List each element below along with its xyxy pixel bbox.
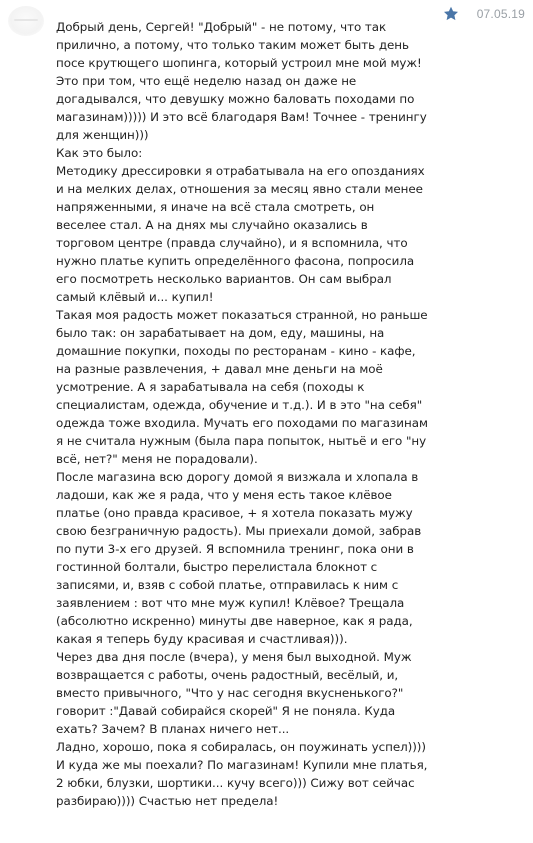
review-text <box>56 18 428 810</box>
star-icon[interactable] <box>443 6 459 22</box>
review-paragraph: Через два дня после (вчера), у меня был выходной. Муж возвращается с работы, очень радостный, весёлый, и, вместо привычного, "Что у нас сегодня вкусненького?" говорит :"Давай собирайся скорей" Я не поняла. Куда ехать? Зачем? В планах ничего нет... <box>56 650 412 736</box>
review-date: 07.05.19 <box>476 7 525 21</box>
review-paragraph: Добрый день, Сергей! "Добрый" - не потому, что так прилично, а потому, что только таким может быть день посе крутющего шопинга, который устроил мне мой муж! Это при том, что ещё неделю назад он даже не догадывался, что девушку можно баловать походами по магазинам))))) И это всё благодаря Вам! Точнее - тренингу для женщин))) <box>56 20 427 142</box>
review-paragraph: Методику дрессировки я отрабатывала на его опозданиях и на мелких делах, отношения за месяц явно стали менее напряженными, я иначе на всё стала смотреть, он веселее стал. А на днях мы случайно оказались в торговом центре (правда случайно), и я вспомнила, что нужно платье купить определённого фасона, попросила его посмотреть несколько вариантов. Он сам выбрал самый клёвый и... купил! <box>56 164 425 304</box>
review-meta <box>443 6 525 22</box>
review-paragraph: Такая моя радость может показаться странной, но раньше было так: он зарабатывает на дом, еду, машины, на домашние покупки, походы по ресторанам - кино - кафе, на разные развлечения, + давал мне деньги на моё усмотрение. А я зарабатывала на себя (походы к специалистам, одежда, обучение и т.д.). И в это "на себя" одежда тоже входила. Мучать его походами по магазинам я не считала нужным (была пара попыток, нытьё и его "ну всё, нет?" меня не порадовали). <box>56 308 428 466</box>
review-paragraph: Как это было: <box>56 146 143 160</box>
review-paragraph: После магазина всю дорогу домой я визжала и хлопала в ладоши, как же я рада, что у меня есть такое клёвое платье (оно правда красивое, + я хотела показать мужу свою безграничную радость). Мы приехали домой, забрав по пути 3-х его друзей. Я вспомнила тренинг, пока они в гостинной болтали, быстро перелистала блокнот с записями, и, взяв с собой платье, отправилась к ним с заявлением : вот что мне муж купил! Клёвое? Трещала (абсолютно искренно) минуты две наверное, как я рада, какая я теперь буду красивая и счастливая))). <box>56 470 422 646</box>
avatar[interactable] <box>8 6 44 36</box>
review-paragraph: Ладно, хорошо, пока я собиралась, он поужинать успел)))) И куда же мы поехали? По магазинам! Купили мне платья, 2 юбки, блузки, шортики... кучу всего))) Сижу вот сейчас разбираю)))) Счастью нет предела! <box>56 740 428 808</box>
